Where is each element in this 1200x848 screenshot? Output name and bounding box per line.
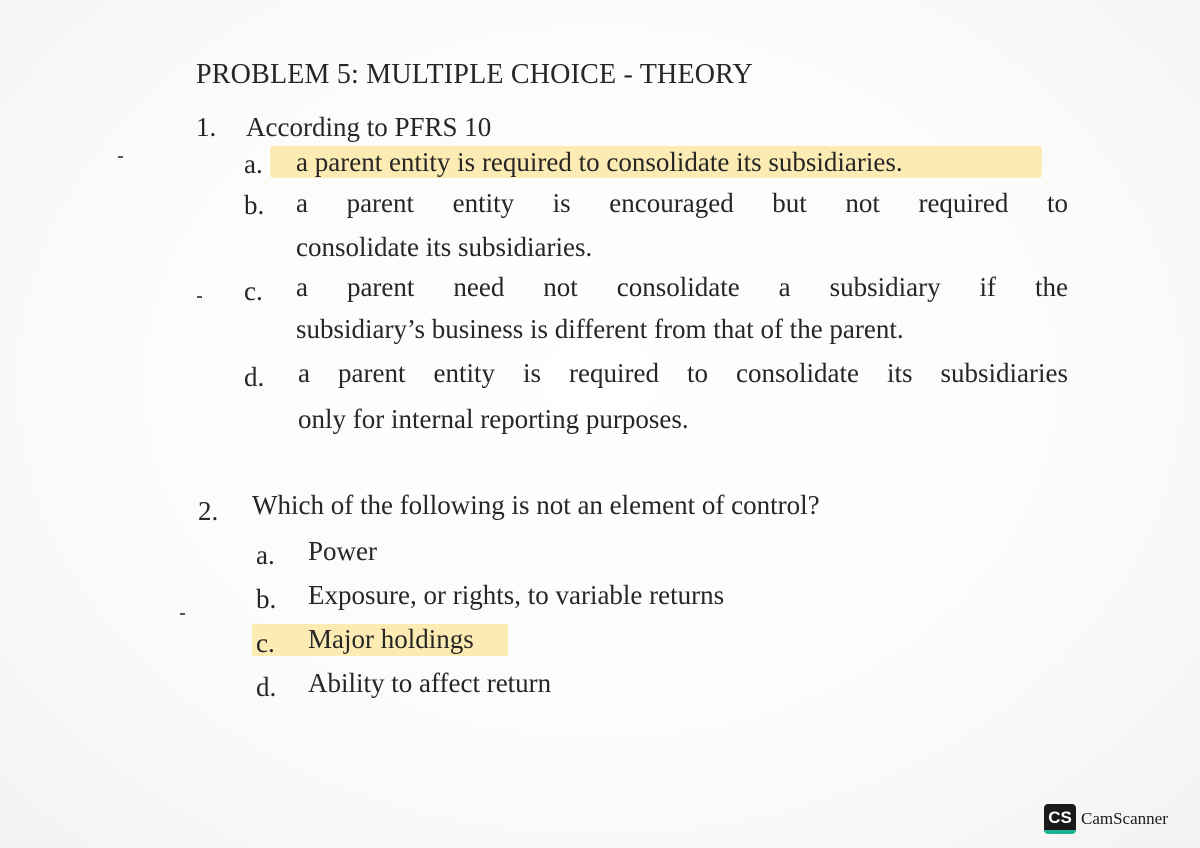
question-2-text: Which of the following is not an element of control?: [252, 490, 820, 520]
option-2c-letter: c.: [256, 628, 275, 658]
option-1c-letter: c.: [244, 276, 263, 306]
option-1c-line-1: a parent need not consolidate a subsidiary if the: [296, 272, 1068, 302]
option-1d-line-1: a parent entity is required to consolidate its subsidiaries: [298, 358, 1068, 388]
camscanner-name: CamScanner: [1081, 809, 1168, 828]
option-1d-letter: d.: [244, 362, 265, 392]
option-1a-text: a parent entity is required to consolidate its subsidiaries.: [296, 147, 903, 177]
option-2a-text: Power: [308, 536, 377, 566]
question-1-number: 1.: [196, 112, 217, 142]
camscanner-logo-icon: CS: [1044, 804, 1076, 834]
option-1d-line-2: only for internal reporting purposes.: [298, 404, 689, 434]
scan-speck: [118, 156, 123, 158]
option-2c-text: Major holdings: [308, 624, 474, 654]
option-1b-line-1: a parent entity is encouraged but not required to: [296, 188, 1068, 218]
option-2d-text: Ability to affect return: [308, 668, 552, 698]
scan-speck: [197, 296, 202, 298]
option-1a-letter: a.: [244, 149, 263, 179]
scan-speck: [180, 613, 185, 615]
problem-title: PROBLEM 5: MULTIPLE CHOICE - THEORY: [196, 59, 753, 90]
option-2d-letter: d.: [256, 672, 277, 702]
option-1b-line-2: consolidate its subsidiaries.: [296, 232, 593, 262]
option-2b-text: Exposure, or rights, to variable returns: [308, 580, 725, 610]
option-2b-letter: b.: [256, 584, 277, 614]
option-1c-line-2: subsidiary’s business is different from that of the parent.: [296, 314, 904, 344]
question-1-text: According to PFRS 10: [246, 112, 492, 142]
question-2-number: 2.: [198, 496, 219, 526]
option-1b-letter: b.: [244, 190, 265, 220]
option-2a-letter: a.: [256, 540, 275, 570]
